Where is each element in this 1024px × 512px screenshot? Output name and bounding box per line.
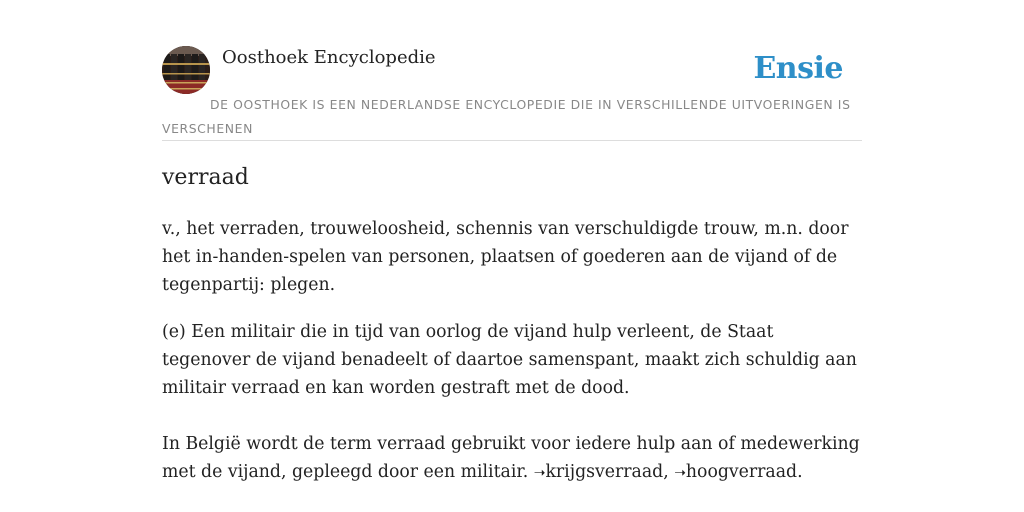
arrow-right-icon: ➝ [674,465,686,481]
article-paragraph-text: In België wordt de term verraad gebruikt voor iedere hulp aan of medewerking met de vijand, gepleegd door een militair. [162,434,860,482]
link-krijgsverraad[interactable]: krijgsverraad [545,462,664,482]
paragraph-spacer [162,402,862,430]
article-paragraph [162,430,862,487]
article-title: verraad [162,165,249,190]
arrow-right-icon: ➝ [533,465,546,481]
site-name-link[interactable]: Oosthoek Encyclopedie [222,47,436,68]
site-tagline: DE OOSTHOEK IS EEN NEDERLANDSE ENCYCLOPEDIE DIE IN VERSCHILLENDE UITVOERINGEN IS VERSCHENEN [162,97,851,136]
brand-logo-link[interactable]: Ensie [753,51,843,86]
link-hoogverraad[interactable]: hoogverraad [685,462,798,482]
terminator-period: . [797,462,803,482]
article-paragraph: v., het verraden, trouweloosheid, schennis van verschuldigde trouw, m.n. door het in-handen-spelen van personen, plaatsen of goederen aan de vijand of de tegenpartij: plegen. [162,219,849,295]
site-header [162,46,862,141]
separator-comma: , [663,462,669,482]
article [162,162,862,506]
article-paragraph: (e) Een militair die in tijd van oorlog de vijand hulp verleent, de Staat tegenover de vijand benadeelt of daartoe samenspant, maakt zich schuldig aan militair verraad en kan worden gestraft met de dood. [162,322,857,398]
book-spines-icon[interactable] [162,46,210,94]
